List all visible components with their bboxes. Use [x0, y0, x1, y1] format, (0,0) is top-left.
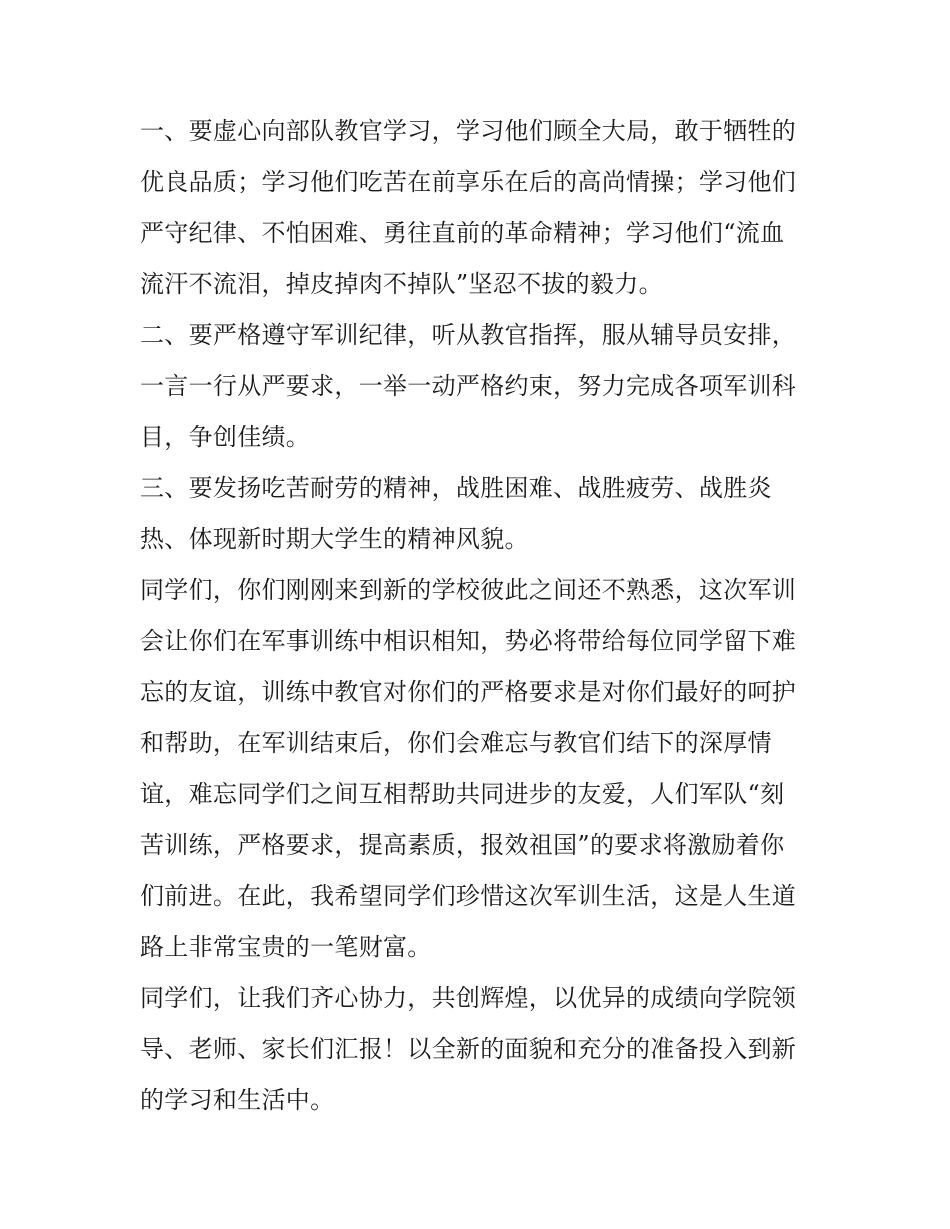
text-line: 流汗不流泪，掉皮掉肉不掉队”坚忍不拔的毅力。 [140, 270, 663, 298]
text-line: 优良品质；学习他们吃苦在前享乐在后的高尚情操；学习他们 [140, 168, 797, 196]
text-line: 同学们，让我们齐心协力，共创辉煌，以优异的成绩向学院领 [140, 984, 797, 1012]
text-line: 的学习和生活中。 [140, 1086, 335, 1114]
paragraph-1 [140, 106, 820, 310]
paragraph-2 [140, 310, 820, 463]
text-line: 导、老师、家长们汇报！以全新的面貌和充分的准备投入到新 [140, 1035, 797, 1063]
text-line: 二、要严格遵守军训纪律，听从教官指挥，服从辅导员安排， [140, 321, 797, 349]
text-line: 忘的友谊，训练中教官对你们的严格要求是对你们最好的呵护 [140, 678, 797, 706]
text-line: 和帮助，在军训结束后，你们会难忘与教官们结下的深厚情 [140, 729, 772, 757]
text-line: 严守纪律、不怕困难、勇往直前的革命精神；学习他们“流血 [140, 219, 785, 247]
document-body [140, 106, 820, 1126]
text-line: 会让你们在军事训练中相识相知，势必将带给每位同学留下难 [140, 627, 797, 655]
text-line: 们前进。在此，我希望同学们珍惜这次军训生活，这是人生道 [140, 882, 797, 910]
text-line: 同学们，你们刚刚来到新的学校彼此之间还不熟悉，这次军训 [140, 576, 797, 604]
text-line: 热、体现新时期大学生的精神风貌。 [140, 525, 529, 553]
paragraph-5 [140, 973, 820, 1126]
text-line: 三、要发扬吃苦耐劳的精神，战胜困难、战胜疲劳、战胜炎 [140, 474, 772, 502]
text-line: 谊，难忘同学们之间互相帮助共同进步的友爱，人们军队“刻 [140, 780, 785, 808]
text-line: 一言一行从严要求，一举一动严格约束，努力完成各项军训科 [140, 372, 797, 400]
text-line: 目，争创佳绩。 [140, 423, 311, 451]
text-line: 苦训练，严格要求，提高素质，报效祖国”的要求将激励着你 [140, 831, 785, 859]
paragraph-4 [140, 565, 820, 973]
text-line: 一、要虚心向部队教官学习，学习他们顾全大局，敢于牺牲的 [140, 117, 797, 145]
text-line: 路上非常宝贵的一笔财富。 [140, 933, 432, 961]
paragraph-3 [140, 463, 820, 565]
